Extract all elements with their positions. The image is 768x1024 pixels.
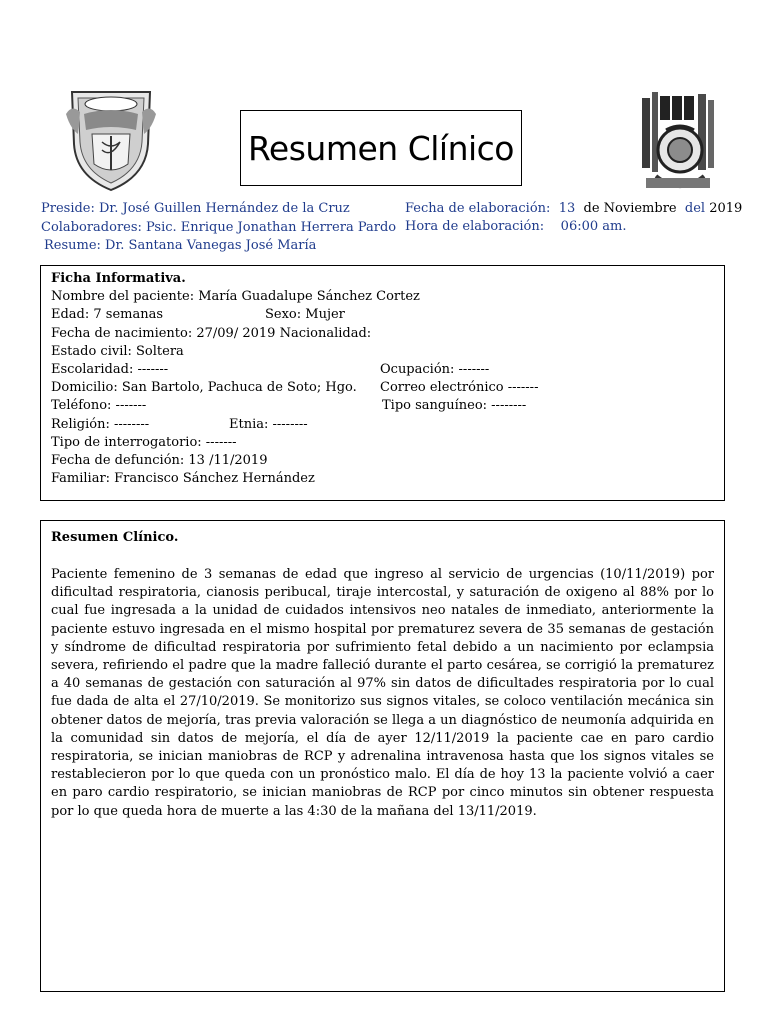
edad: Edad: 7 semanas: [51, 307, 164, 323]
telefono: Teléfono: -------: [51, 398, 147, 414]
fecha-day: 13: [558, 201, 576, 216]
hora-elaboracion-line: [405, 218, 626, 236]
hora-value: 06:00 am.: [560, 219, 627, 234]
resumen-heading: Resumen Clínico.: [51, 530, 179, 545]
nombre-paciente: Nombre del paciente: María Guadalupe Sánchez Cortez: [51, 289, 420, 305]
ipn-logo: [636, 86, 720, 198]
ocupacion: Ocupación: -------: [380, 361, 490, 377]
domicilio: Domicilio: San Bartolo, Pachuca de Soto; Hgo.: [51, 380, 357, 396]
fecha-label: Fecha de elaboración:: [405, 201, 551, 216]
estado-civil: Estado civil: Soltera: [51, 343, 184, 359]
religion: Religión: --------: [51, 416, 150, 432]
hora-label: Hora de elaboración:: [405, 219, 545, 234]
familiar: Familiar: Francisco Sánchez Hernández: [51, 471, 315, 487]
resumen-body: Paciente femenino de 3 semanas de edad que ingreso al servicio de urgencias (10/11/2019) por dificultad respiratoria, cianosis peribucal, tiraje intercostal, y saturación de oxigeno al 88% por lo cual fue ingresada a la unidad de cuidados intensivos neo natales de inmediato, anteriormente la paciente estuvo ingresada en el mismo hospital por prematurez severa de 35 semanas de gestación y síndrome de dificultad respiratoria por sufrimiento fetal debido a un nacimiento por eclampsia severa, refiriendo el padre que la madre falleció durante el parto cesárea, se corrigió la prematurez a 40 semanas de gestación con saturación al 97% sin datos de dificultades respiratoria por lo cual fue dada de alta el 27/10/2019. Se monitorizo sus signos vitales, se coloco ventilación mecánica sin obtener datos de mejoría, tras previa valoración se llega a un diagnóstico de neumonía adquirida en la comunidad sin datos de mejoría, el día de ayer 12/11/2019 la paciente cae en paro cardio respiratoria, se inician maniobras de RCP y adrenalina intravenosa hasta que los signos vitales se restablecieron por lo que queda con un pronóstico malo. El día de hoy 13 la paciente volvió a caer en paro cardio respiratorio, se inician maniobras de RCP por cinco minutos sin obtener respuesta por lo que queda hora de muerte a las 4:30 de la mañana del 13/11/2019.: [51, 567, 714, 819]
resumen-clinico-box: [40, 520, 725, 992]
institution-seal-logo: [62, 84, 160, 194]
fecha-elaboracion-line: [405, 200, 742, 218]
ficha-heading: Ficha Informativa.: [51, 271, 186, 286]
nacionalidad: Nacionalidad:: [279, 325, 372, 341]
etnia: Etnia: --------: [229, 416, 308, 432]
correo-electronico: Correo electrónico -------: [380, 380, 539, 396]
sexo: Sexo: Mujer: [265, 307, 345, 323]
fecha-del: del: [684, 201, 706, 216]
escolaridad: Escolaridad: -------: [51, 361, 169, 377]
fecha-month: de Noviembre: [583, 201, 677, 216]
resume-line: Resume: Dr. Santana Vanegas José María: [44, 238, 317, 253]
colaboradores-line: Colaboradores: Psic. Enrique Jonathan Herrera Pardo: [41, 220, 397, 235]
fecha-defuncion: Fecha de defunción: 13 /11/2019: [51, 452, 268, 468]
preside-line: Preside: Dr. José Guillen Hernández de la Cruz: [41, 201, 350, 216]
tipo-interrogatorio: Tipo de interrogatorio: -------: [51, 434, 237, 450]
tipo-sanguineo: Tipo sanguíneo: --------: [382, 398, 527, 414]
fecha-nacimiento: Fecha de nacimiento: 27/09/ 2019: [51, 325, 276, 341]
fecha-year: 2019: [709, 201, 743, 216]
document-title: Resumen Clínico: [247, 128, 514, 168]
ficha-informativa-box: [40, 265, 725, 501]
document-title-box: [240, 110, 522, 186]
